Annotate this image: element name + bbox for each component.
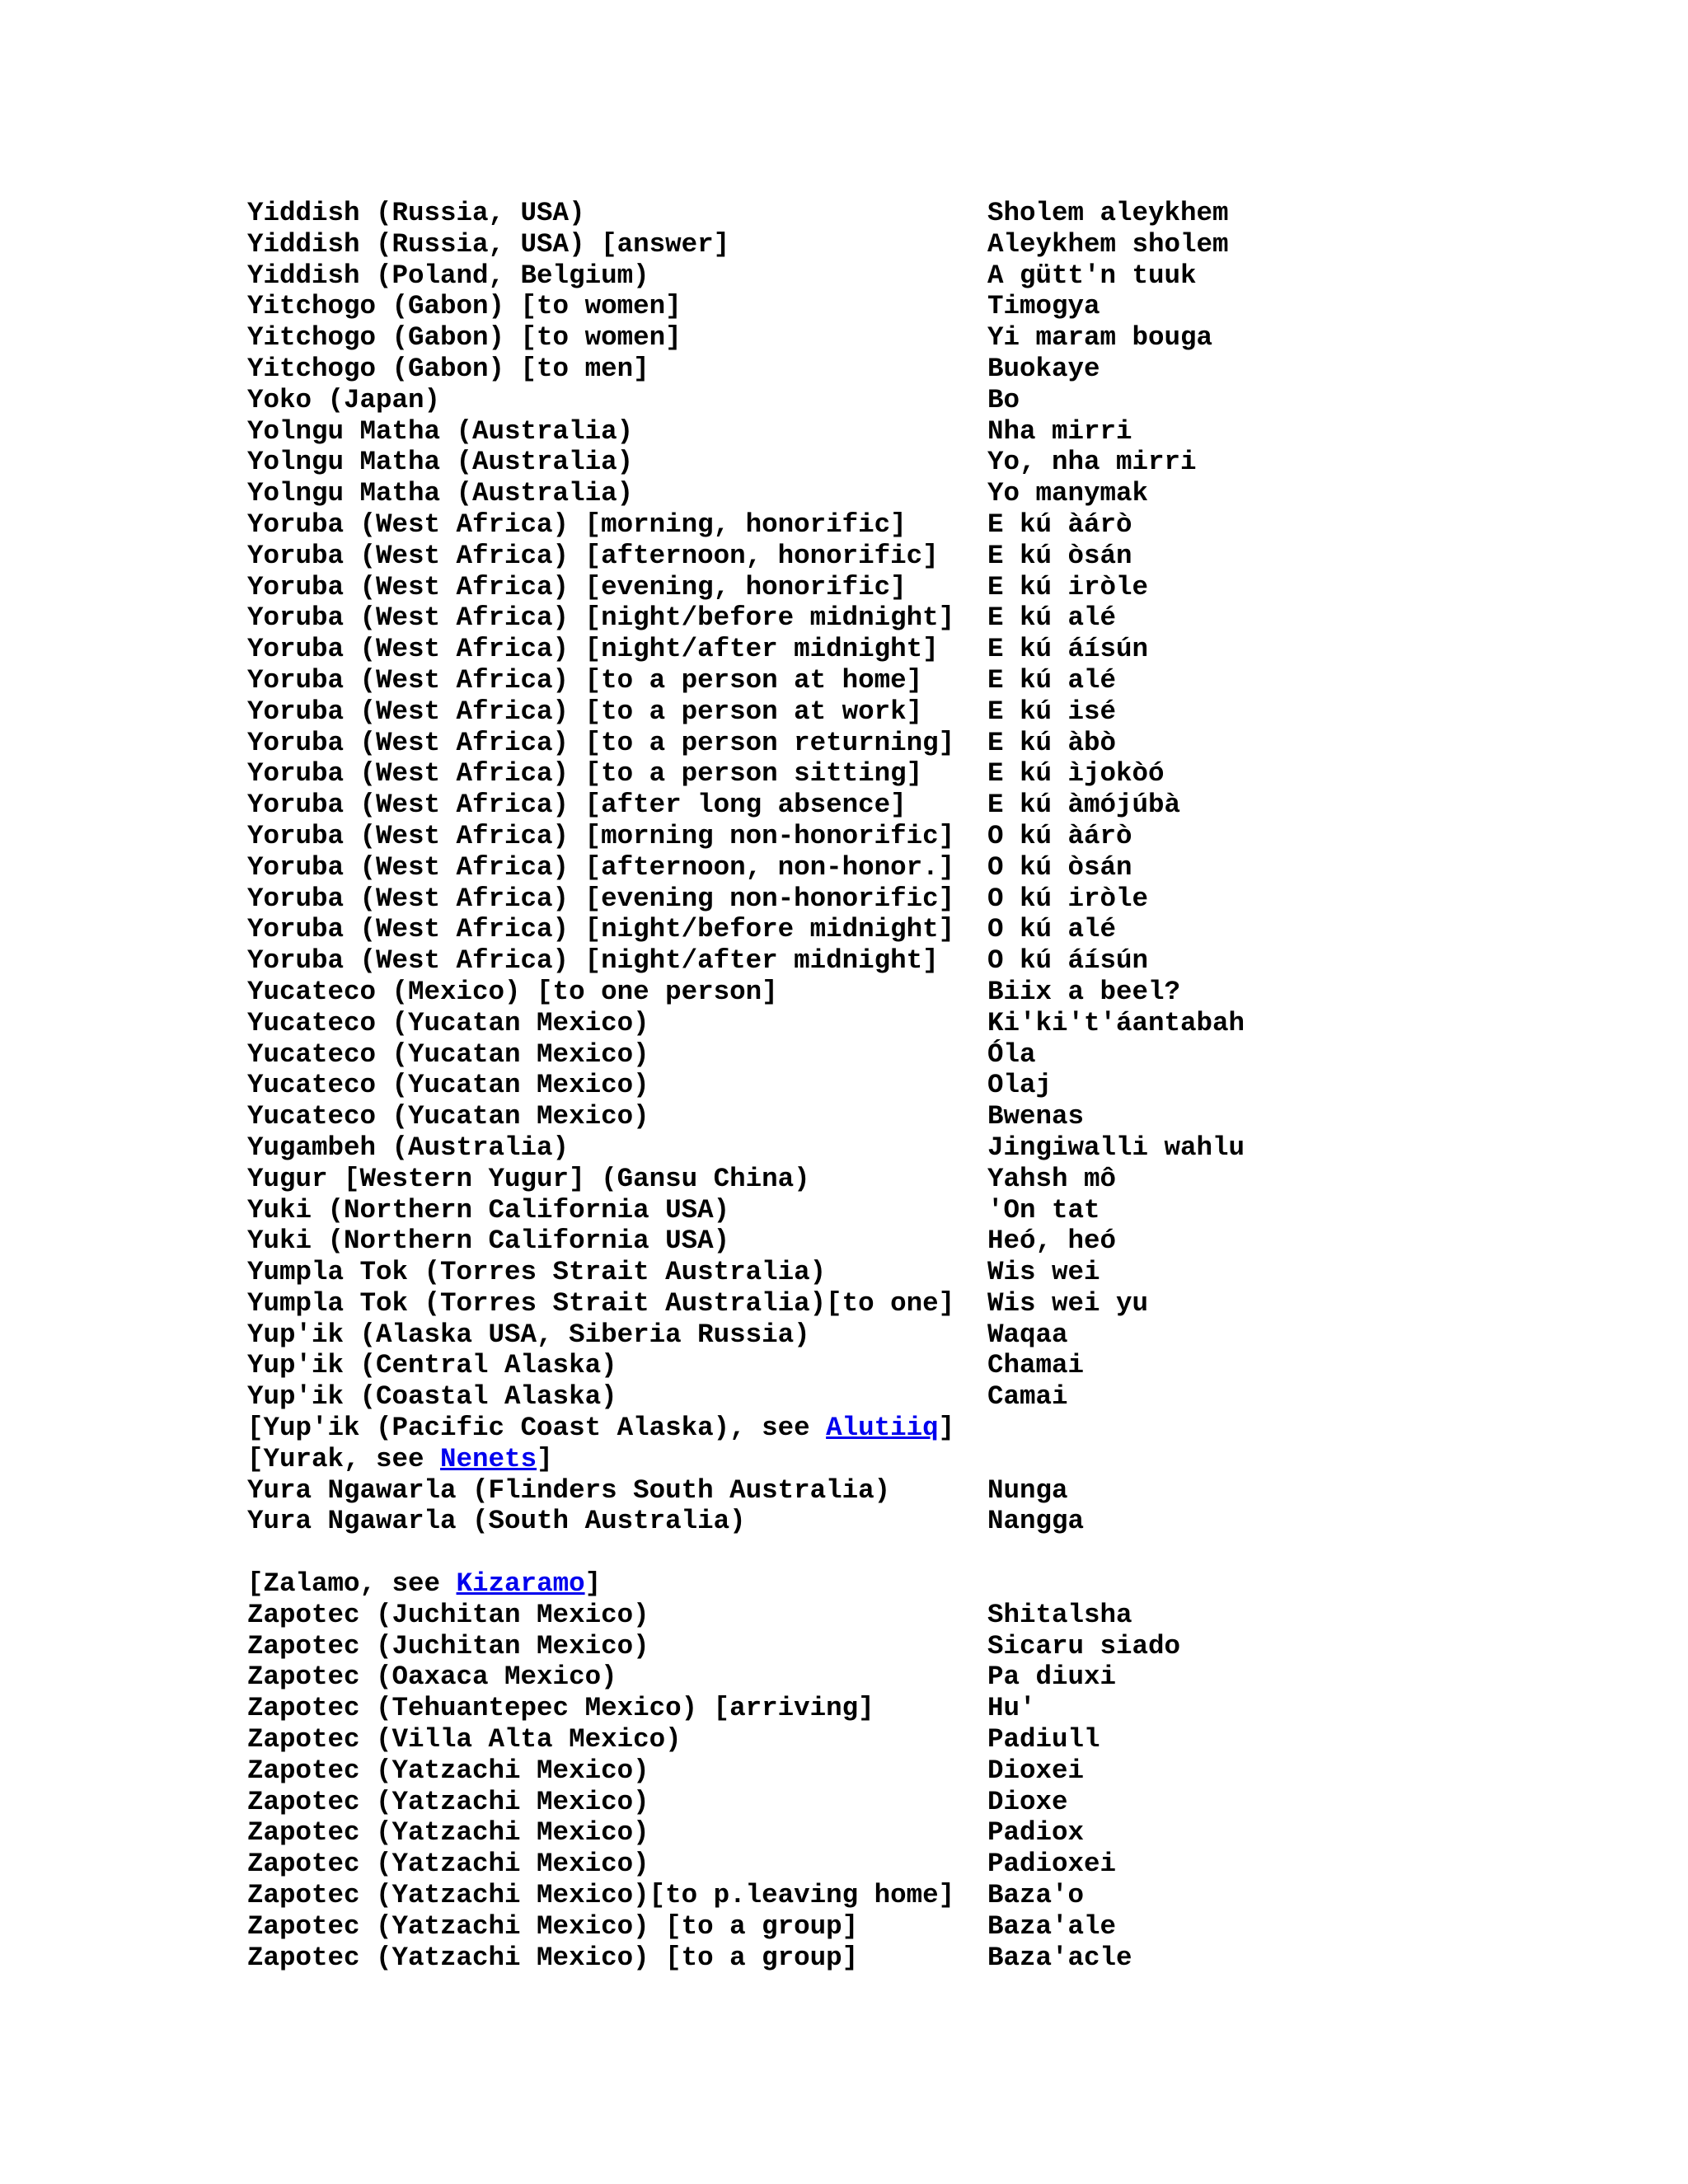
greeting-phrase: E kú àbò (987, 727, 1117, 758)
language-name: Yoruba (West Africa) [afternoon, honorific] (247, 540, 939, 571)
language-name: Yugur [Western Yugur] (Gansu China) (247, 1163, 810, 1194)
language-name: Yoruba (West Africa) [morning, honorific] (247, 509, 907, 540)
greeting-row (247, 883, 1648, 915)
xref-text: [Zalamo, see (247, 1568, 457, 1600)
greeting-phrase: O kú iròle (987, 883, 1149, 914)
greeting-phrase: Heó, heó (987, 1226, 1117, 1257)
greeting-row (247, 291, 1648, 322)
greeting-row (247, 1195, 1648, 1226)
greeting-phrase: Wis wei yu (987, 1287, 1149, 1319)
greeting-phrase: Óla (987, 1038, 1036, 1070)
language-name: Yiddish (Russia, USA) [answer] (247, 228, 730, 260)
language-name: Yiddish (Russia, USA) (247, 198, 585, 228)
xref-text: ] (537, 1443, 553, 1474)
greeting-phrase: Yahsh mô (987, 1163, 1117, 1194)
greeting-row (247, 354, 1648, 385)
language-name: Yoko (Japan) (247, 384, 441, 415)
greeting-row (247, 1350, 1648, 1381)
greeting-phrase: Waqaa (987, 1319, 1068, 1350)
cross-reference-alutiiq (247, 1413, 1648, 1444)
language-name: Yuki (Northern California USA) (247, 1194, 730, 1226)
greeting-phrase: Bwenas (987, 1101, 1085, 1132)
greeting-phrase: 'On tat (987, 1194, 1100, 1226)
greeting-row (247, 1755, 1648, 1787)
greeting-row (247, 1381, 1648, 1413)
language-name: Zapotec (Tehuantepec Mexico) [arriving] (247, 1693, 874, 1724)
language-name: Yumpla Tok (Torres Strait Australia)[to one] (247, 1287, 955, 1319)
greeting-row (247, 385, 1648, 416)
greeting-row (247, 1600, 1648, 1631)
greeting-phrase: E kú isé (987, 696, 1117, 727)
greeting-row (247, 1880, 1648, 1911)
language-name: Yura Ngawarla (Flinders South Australia) (247, 1474, 891, 1506)
language-name: Zapotec (Yatzachi Mexico) [to a group] (247, 1910, 859, 1942)
greeting-phrase: O kú òsán (987, 851, 1132, 883)
language-name: Yoruba (West Africa) [to a person at work] (247, 696, 923, 727)
greeting-phrase: Dioxei (987, 1755, 1085, 1786)
greeting-row (247, 634, 1648, 665)
language-name: Yumpla Tok (Torres Strait Australia) (247, 1257, 827, 1288)
greetings-page (247, 198, 1648, 1973)
language-name: Yup'ik (Coastal Alaska) (247, 1381, 617, 1413)
greeting-phrase: Yo manymak (987, 478, 1149, 509)
language-name: Yoruba (West Africa) [morning non-honorific] (247, 820, 955, 851)
language-name: Zapotec (Yatzachi Mexico) (247, 1755, 649, 1786)
greetings-list-z (247, 1600, 1648, 1974)
greeting-row (247, 1724, 1648, 1755)
greeting-phrase: Dioxe (987, 1786, 1068, 1817)
greeting-phrase: Buokaye (987, 353, 1100, 384)
greeting-row (247, 1132, 1648, 1164)
xref-text: ] (938, 1413, 955, 1444)
language-name: Yitchogo (Gabon) [to women] (247, 291, 682, 322)
language-name: Yiddish (Poland, Belgium) (247, 260, 649, 291)
greeting-row (247, 1631, 1648, 1662)
section-gap (247, 1537, 1648, 1568)
language-name: Yitchogo (Gabon) [to women] (247, 322, 682, 354)
greeting-row (247, 1943, 1648, 1974)
greeting-phrase: Padiox (987, 1817, 1085, 1849)
language-name: Yucateco (Yucatan Mexico) (247, 1101, 649, 1132)
greeting-phrase: Nha mirri (987, 415, 1132, 447)
language-name: Zapotec (Yatzachi Mexico) (247, 1786, 649, 1817)
greeting-phrase: Baza'acle (987, 1942, 1132, 1973)
nenets-link[interactable]: Nenets (440, 1443, 537, 1474)
greeting-row (247, 1849, 1648, 1880)
greeting-row (247, 541, 1648, 572)
kizaramo-link[interactable]: Kizaramo (456, 1568, 585, 1600)
greeting-row (247, 852, 1648, 883)
greeting-phrase: Baza'ale (987, 1910, 1117, 1942)
greeting-phrase: Shitalsha (987, 1599, 1132, 1630)
xref-text: [Yurak, see (247, 1443, 441, 1474)
greeting-row (247, 602, 1648, 634)
language-name: Yoruba (West Africa) [afternoon, non-honor.] (247, 851, 955, 883)
greeting-phrase: Ki'ki't'áantabah (987, 1007, 1245, 1038)
language-name: Yup'ik (Central Alaska) (247, 1350, 617, 1381)
greeting-row (247, 977, 1648, 1008)
language-name: Yucateco (Yucatan Mexico) (247, 1070, 649, 1101)
language-name: Yoruba (West Africa) [to a person returning] (247, 727, 955, 758)
language-name: Yoruba (West Africa) [night/after midnight] (247, 945, 939, 977)
language-name: Yoruba (West Africa) [after long absence] (247, 790, 907, 821)
greeting-row (247, 1226, 1648, 1257)
language-name: Zapotec (Juchitan Mexico) (247, 1630, 649, 1661)
greeting-row (247, 1787, 1648, 1818)
cross-reference-nenets (247, 1444, 1648, 1475)
greeting-phrase: E kú alé (987, 664, 1117, 696)
greeting-phrase: E kú àárò (987, 509, 1132, 540)
greeting-phrase: Timogya (987, 291, 1100, 322)
greeting-phrase: Pa diuxi (987, 1661, 1117, 1693)
greeting-phrase: Camai (987, 1381, 1068, 1413)
greeting-row (247, 1319, 1648, 1351)
greeting-phrase: Nunga (987, 1474, 1068, 1506)
language-name: Zapotec (Yatzachi Mexico)[to p.leaving home] (247, 1880, 955, 1911)
alutiiq-link[interactable]: Alutiiq (826, 1413, 939, 1444)
greeting-phrase: Bo (987, 384, 1020, 415)
language-name: Zapotec (Oaxaca Mexico) (247, 1661, 617, 1693)
language-name: Yoruba (West Africa) [night/before midnight] (247, 602, 955, 634)
language-name: Yucateco (Mexico) [to one person] (247, 976, 778, 1007)
greeting-row (247, 914, 1648, 945)
greeting-row (247, 1911, 1648, 1943)
greeting-row (247, 1661, 1648, 1693)
language-name: Zapotec (Yatzachi Mexico) (247, 1817, 649, 1849)
greeting-row (247, 1693, 1648, 1724)
greeting-row (247, 1288, 1648, 1319)
language-name: Yoruba (West Africa) [to a person sitting] (247, 758, 923, 790)
greeting-row (247, 572, 1648, 603)
greeting-row (247, 1070, 1648, 1101)
greeting-row (247, 478, 1648, 509)
greeting-row (247, 322, 1648, 354)
language-name: Yoruba (West Africa) [evening non-honorific] (247, 883, 955, 914)
greeting-row (247, 758, 1648, 790)
language-name: Yucateco (Yucatan Mexico) (247, 1038, 649, 1070)
xref-text: [Yup'ik (Pacific Coast Alaska), see (247, 1413, 827, 1444)
language-name: Zapotec (Yatzachi Mexico) [to a group] (247, 1942, 859, 1973)
greeting-row (247, 728, 1648, 759)
greeting-row (247, 416, 1648, 448)
greeting-row (247, 509, 1648, 541)
greeting-phrase: Hu' (987, 1693, 1036, 1724)
greeting-phrase: E kú iròle (987, 571, 1149, 602)
language-name: Yoruba (West Africa) [to a person at home] (247, 664, 923, 696)
greeting-phrase: E kú áísún (987, 634, 1149, 665)
greeting-phrase: Biix a beel? (987, 976, 1181, 1007)
greetings-list-y (247, 198, 1648, 1413)
greeting-row (247, 945, 1648, 977)
greeting-phrase: E kú alé (987, 602, 1117, 634)
greeting-row (247, 1475, 1648, 1507)
greeting-phrase: Padiull (987, 1724, 1100, 1755)
language-name: Yuki (Northern California USA) (247, 1226, 730, 1257)
greeting-phrase: E kú àmójúbà (987, 790, 1181, 821)
greeting-phrase: Yi maram bouga (987, 322, 1213, 354)
greeting-row (247, 696, 1648, 728)
greeting-row (247, 198, 1648, 229)
greeting-row (247, 1817, 1648, 1849)
greeting-phrase: Sholem aleykhem (987, 198, 1229, 228)
greeting-row (247, 665, 1648, 696)
greeting-row (247, 447, 1648, 478)
greeting-phrase: E kú ìjokòó (987, 758, 1165, 790)
greeting-row (247, 1039, 1648, 1071)
language-name: Yoruba (West Africa) [evening, honorific] (247, 571, 907, 602)
greeting-phrase: Nangga (987, 1506, 1085, 1537)
language-name: Yolngu Matha (Australia) (247, 415, 634, 447)
greeting-row (247, 1101, 1648, 1132)
greeting-phrase: E kú òsán (987, 540, 1132, 571)
greeting-phrase: Wis wei (987, 1257, 1100, 1288)
language-name: Yitchogo (Gabon) [to men] (247, 353, 649, 384)
greeting-phrase: Padioxei (987, 1849, 1117, 1880)
language-name: Zapotec (Yatzachi Mexico) (247, 1849, 649, 1880)
language-name: Yugambeh (Australia) (247, 1132, 570, 1163)
language-name: Yoruba (West Africa) [night/after midnight] (247, 634, 939, 665)
greetings-list-y-tail (247, 1475, 1648, 1538)
greeting-row (247, 260, 1648, 292)
greeting-row (247, 229, 1648, 260)
cross-reference-kizaramo (247, 1568, 1648, 1600)
greeting-phrase: Aleykhem sholem (987, 228, 1229, 260)
greeting-row (247, 1257, 1648, 1288)
greeting-row (247, 1008, 1648, 1039)
greeting-phrase: Yo, nha mirri (987, 447, 1197, 478)
greeting-phrase: A gütt'n tuuk (987, 260, 1197, 291)
greeting-row (247, 1506, 1648, 1537)
greeting-phrase: Chamai (987, 1350, 1085, 1381)
language-name: Yucateco (Yucatan Mexico) (247, 1007, 649, 1038)
xref-text: ] (584, 1568, 602, 1600)
greeting-row (247, 790, 1648, 821)
greeting-row (247, 821, 1648, 852)
language-name: Yura Ngawarla (South Australia) (247, 1506, 746, 1537)
language-name: Yolngu Matha (Australia) (247, 447, 634, 478)
greeting-phrase: Olaj (987, 1070, 1053, 1101)
greeting-phrase: Sicaru siado (987, 1630, 1181, 1661)
greeting-phrase: O kú àárò (987, 820, 1132, 851)
language-name: Yoruba (West Africa) [night/before midnight] (247, 914, 955, 945)
greeting-phrase: O kú alé (987, 914, 1117, 945)
language-name: Yup'ik (Alaska USA, Siberia Russia) (247, 1319, 810, 1350)
greeting-row (247, 1164, 1648, 1195)
language-name: Zapotec (Juchitan Mexico) (247, 1599, 649, 1630)
greeting-phrase: O kú áísún (987, 945, 1149, 977)
greeting-phrase: Jingiwalli wahlu (987, 1132, 1245, 1163)
language-name: Zapotec (Villa Alta Mexico) (247, 1724, 682, 1755)
greeting-phrase: Baza'o (987, 1880, 1085, 1911)
language-name: Yolngu Matha (Australia) (247, 478, 634, 509)
